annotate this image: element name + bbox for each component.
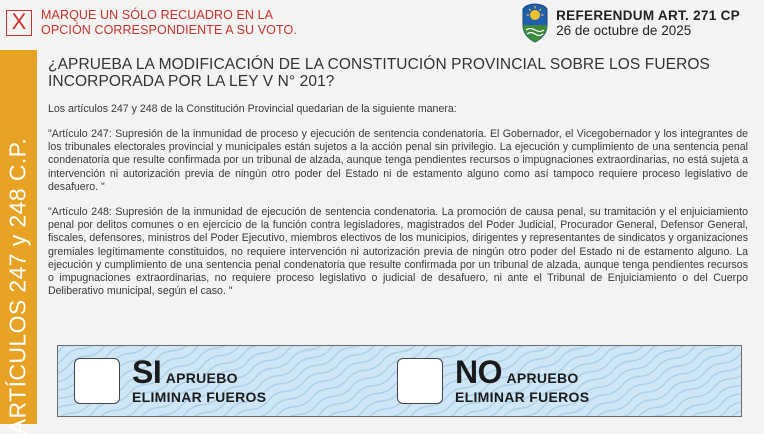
provincial-coat-of-arms-icon [520, 3, 550, 43]
referendum-title: REFERENDUM ART. 271 CP [556, 8, 740, 23]
article-248-text: "Artículo 248: Supresión de la inmunidad de ejecución de sentencia condenatoria. La promoción de causa penal, su tramitación y el enjuiciamiento penal por delitos comunes o en ejercicio de la función contra legisladores, magistrados del Poder Judicial, Procurador General, Defensor General, fiscales, defensores, ministros del Poder Ejecutivo, miembros electivos de los municipios, dirigentes y representantes de sindicatos y organizaciones gremiales legítimamente constituidos, no requiere intervención ni autorización previa de ningún otro poder del Estado ni de estamento alguno. La ejecución y cumplimiento de una sentencia penal condenatoria que resulte confirmada por un tribunal de alzada, aunque tenga pendientes recursos o impugnaciones extraordinarias, no requiere proceso legislativo o judicial de desafuero, ni ante el Tribunal de Enjuiciamiento o del Cuerpo Deliberativo municipal, según el caso. " [48, 206, 748, 298]
articles-side-label: ARTÍCULOS 247 y 248 C.P. [4, 137, 31, 434]
question-line-2: INCORPORADA POR LA LEY V N° 201? [48, 73, 335, 90]
articles-intro: Los artículos 247 y 248 de la Constitución Provincial quedarian de la siguiente manera: [48, 103, 457, 115]
instruction-line-1: MARQUE UN SÓLO RECUADRO EN LA [41, 8, 274, 22]
no-description: ELIMINAR FUEROS [455, 389, 590, 405]
voting-instruction [6, 6, 297, 40]
instruction-text [41, 8, 297, 38]
yes-label: SI [132, 354, 162, 390]
yes-description: ELIMINAR FUEROS [132, 389, 267, 405]
option-yes[interactable] [74, 356, 266, 404]
no-checkbox[interactable] [397, 358, 443, 404]
no-sublabel: APRUEBO [506, 370, 579, 386]
referendum-date: 26 de octubre de 2025 [556, 23, 692, 38]
vote-options-bar [57, 345, 742, 417]
option-no[interactable] [397, 356, 589, 404]
articles-side-band [0, 50, 37, 434]
no-label: NO [455, 354, 502, 390]
yes-sublabel: APRUEBO [165, 370, 238, 386]
question-line-1: ¿APRUEBA LA MODIFICACIÓN DE LA CONSTITUCIÓN PROVINCIAL SOBRE LOS FUEROS [48, 56, 710, 73]
referendum-header [520, 2, 740, 44]
ballot-text [48, 56, 748, 298]
article-247-text: "Artículo 247: Supresión de la inmunidad de proceso y ejecución de sentencia condenatoria. El Gobernador, el Vicegobernador y los integrantes de los tribunales electorales provincial y municipales están sujetos a la acción penal sin privilegio. La ejecución y cumplimiento de una sentencia penal condenatoria que resulte confirmada por un tribunal de alzada, aunque tenga pendientes recursos o impugnaciones extraordinarias, no está sujeta a intervención ni autorización previa de ningún otro poder del Estado ni de estamento alguno como así tampoco requiere proceso legislativo de desafuero. " [48, 128, 748, 193]
yes-checkbox[interactable] [74, 358, 120, 404]
mark-example-icon: X [6, 10, 32, 36]
instruction-line-2: OPCIÓN CORRESPONDIENTE A SU VOTO. [41, 23, 297, 37]
referendum-question [48, 56, 748, 90]
